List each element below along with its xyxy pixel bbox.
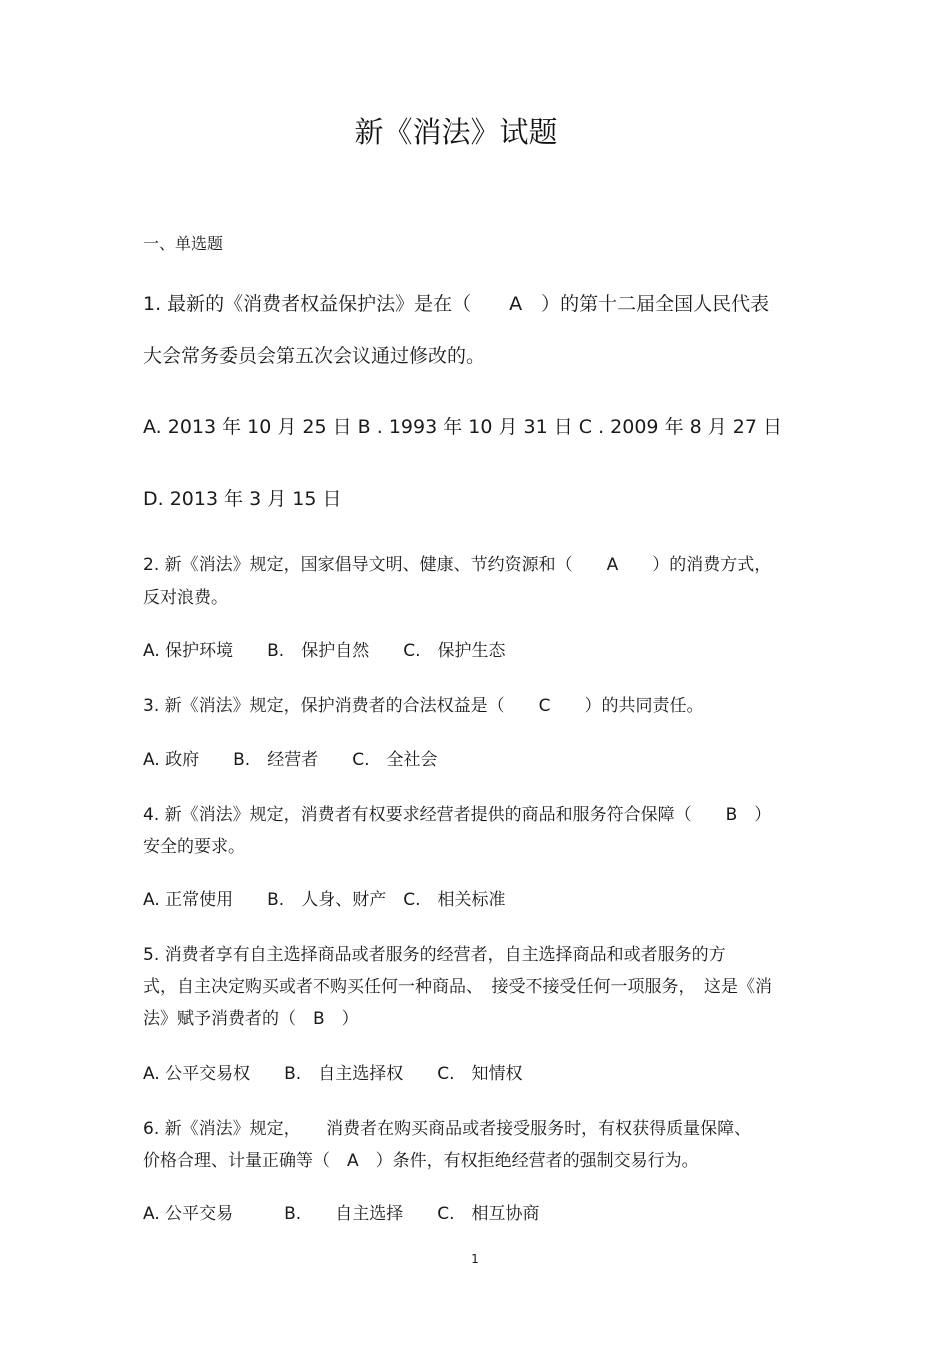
question-5-line-2: 式，自主决定购买或者不购买任何一种商品、 接受不接受任何一项服务， 这是《消 <box>143 977 772 997</box>
question-4-line-2: 安全的要求。 <box>143 837 245 857</box>
question-2-options: A. 保护环境 B. 保护自然 C. 保护生态 <box>143 641 506 661</box>
question-3-options: A. 政府 B. 经营者 C. 全社会 <box>143 750 438 770</box>
document-title: 新《消法》试题 <box>354 115 558 149</box>
question-4-line-1: 4. 新《消法》规定，消费者有权要求经营者提供的商品和服务符合保障（ B ） <box>143 805 772 825</box>
question-1-option-line-2: D. 2013 年 3 月 15 日 <box>143 488 342 510</box>
question-5-line-3: 法》赋予消费者的（ B ） <box>143 1009 359 1029</box>
section-heading: 一、单选题 <box>143 234 224 253</box>
page-number: 1 <box>471 1252 479 1266</box>
question-4-options: A. 正常使用 B. 人身、财产 C. 相关标准 <box>143 890 506 910</box>
question-6-options: A. 公平交易 B. 自主选择 C. 相互协商 <box>143 1204 540 1224</box>
question-1-line-2: 大会常务委员会第五次会议通过修改的。 <box>143 345 486 367</box>
question-2-line-1: 2. 新《消法》规定，国家倡导文明、健康、节约资源和（ A ）的消费方式， <box>143 555 772 575</box>
question-3-line-1: 3. 新《消法》规定，保护消费者的合法权益是（ C ）的共同责任。 <box>143 696 704 716</box>
question-1-line-1: 1. 最新的《消费者权益保护法》是在（ A ）的第十二届全国人民代表 <box>143 293 770 315</box>
question-6-line-1: 6. 新《消法》规定， 消费者在购买商品或者接受服务时，有权获得质量保障、 <box>143 1119 752 1139</box>
question-6-line-2: 价格合理、计量正确等（ A ）条件，有权拒绝经营者的强制交易行为。 <box>143 1151 699 1171</box>
question-5-line-1: 5. 消费者享有自主选择商品或者服务的经营者，自主选择商品和或者服务的方 <box>143 945 726 965</box>
question-5-options: A. 公平交易权 B. 自主选择权 C. 知情权 <box>143 1064 523 1084</box>
question-1-option-line-1: A. 2013 年 10 月 25 日 B . 1993 年 10 月 31 日 C . 2009 年 8 月 27 日 <box>143 416 782 438</box>
question-2-line-2: 反对浪费。 <box>143 588 228 608</box>
